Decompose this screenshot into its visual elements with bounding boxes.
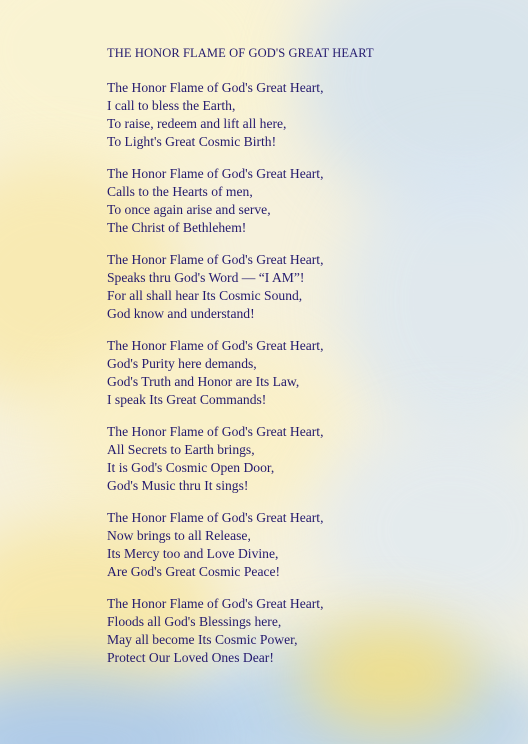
stanza xyxy=(107,165,497,237)
stanza xyxy=(107,251,497,323)
poem-line: I call to bless the Earth, xyxy=(107,98,236,113)
poem-line: God's Truth and Honor are Its Law, xyxy=(107,374,300,389)
poem-line: The Honor Flame of God's Great Heart, xyxy=(107,338,324,353)
poem-stanzas xyxy=(107,79,497,667)
poem-line: The Honor Flame of God's Great Heart, xyxy=(107,80,324,95)
poem-line: The Honor Flame of God's Great Heart, xyxy=(107,510,324,525)
poem-line: For all shall hear Its Cosmic Sound, xyxy=(107,288,303,303)
poem-line: Are God's Great Cosmic Peace! xyxy=(107,564,281,579)
poem-line: Protect Our Loved Ones Dear! xyxy=(107,650,274,665)
poem-line: To Light's Great Cosmic Birth! xyxy=(107,134,277,149)
stanza xyxy=(107,79,497,151)
poem-line: The Honor Flame of God's Great Heart, xyxy=(107,166,324,181)
poem-line: Calls to the Hearts of men, xyxy=(107,184,253,199)
poem-line: The Christ of Bethlehem! xyxy=(107,220,247,235)
poem xyxy=(107,44,497,681)
poem-line: Floods all God's Blessings here, xyxy=(107,614,282,629)
poem-line: All Secrets to Earth brings, xyxy=(107,442,255,457)
poem-line: God's Purity here demands, xyxy=(107,356,257,371)
poem-line: Speaks thru God's Word — “I AM”! xyxy=(107,270,305,285)
poem-line: I speak Its Great Commands! xyxy=(107,392,267,407)
poem-line: May all become Its Cosmic Power, xyxy=(107,632,298,647)
poem-line: It is God's Cosmic Open Door, xyxy=(107,460,275,475)
stanza xyxy=(107,509,497,581)
stanza xyxy=(107,337,497,409)
poem-line: The Honor Flame of God's Great Heart, xyxy=(107,252,324,267)
poem-line: The Honor Flame of God's Great Heart, xyxy=(107,424,324,439)
poem-line: The Honor Flame of God's Great Heart, xyxy=(107,596,324,611)
poem-line: To once again arise and serve, xyxy=(107,202,271,217)
poem-line: God's Music thru It sings! xyxy=(107,478,249,493)
poem-line: God know and understand! xyxy=(107,306,255,321)
poem-line: To raise, redeem and lift all here, xyxy=(107,116,287,131)
stanza xyxy=(107,423,497,495)
poem-line: Now brings to all Release, xyxy=(107,528,251,543)
poem-title: THE HONOR FLAME OF GOD'S GREAT HEART xyxy=(107,46,374,60)
stanza xyxy=(107,595,497,667)
poem-line: Its Mercy too and Love Divine, xyxy=(107,546,279,561)
